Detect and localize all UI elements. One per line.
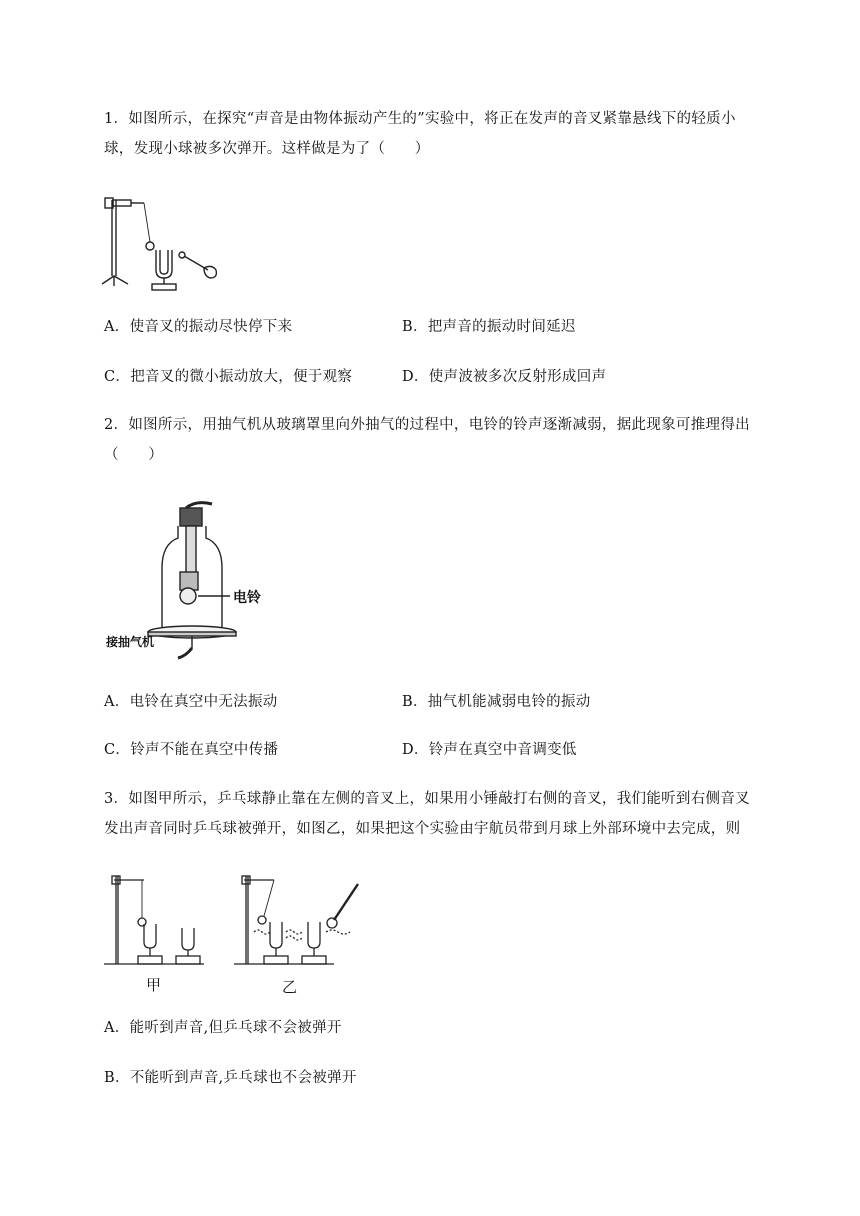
- tuning-fork-pendulum-figure: [100, 190, 230, 295]
- question-1-option-d[interactable]: D．使声波被多次反射形成回声: [402, 369, 607, 385]
- question-3-option-b[interactable]: B．不能听到声音,乒乓球也不会被弹开: [104, 1070, 357, 1086]
- question-3-option-a[interactable]: A．能听到声音,但乒乓球不会被弹开: [104, 1020, 342, 1036]
- question-2-option-d[interactable]: D．铃声在真空中音调变低: [402, 742, 577, 758]
- question-2-option-a[interactable]: A．电铃在真空中无法振动: [104, 694, 278, 710]
- figure-yi-label: 乙: [282, 978, 298, 996]
- question-3-stem: 3．如图甲所示，乒乓球静止靠在左侧的音叉上，如果用小锤敲打右侧的音叉，我们能听到右侧音叉发出声音同时乒乓球被弹开，如图乙，如果把这个实验由宇航员带到月球上外部环境中去完成，则: [104, 791, 750, 837]
- pump-label: 接抽气机: [106, 635, 155, 649]
- bell-jar-figure: [100, 498, 275, 660]
- question-1-option-b[interactable]: B．把声音的振动时间延迟: [402, 319, 576, 335]
- tuning-forks-figure: [100, 866, 370, 998]
- question-1-option-a[interactable]: A．使音叉的振动尽快停下来: [104, 319, 293, 335]
- question-1-option-c[interactable]: C．把音叉的微小振动放大，便于观察: [104, 369, 353, 385]
- figure-jia-label: 甲: [146, 976, 162, 994]
- question-2-option-b[interactable]: B．抽气机能减弱电铃的振动: [402, 694, 591, 710]
- question-1-stem: 1．如图所示，在探究“声音是由物体振动产生的”实验中，将正在发声的音叉紧靠悬线下的轻质小球，发现小球被多次弹开。这样做是为了（ ）: [104, 111, 736, 157]
- question-2-option-c[interactable]: C．铃声不能在真空中传播: [104, 742, 279, 758]
- bell-label: 电铃: [233, 590, 261, 606]
- question-2-stem: 2．如图所示，用抽气机从玻璃罩里向外抽气的过程中，电铃的铃声逐渐减弱，据此现象可推理得出（ ）: [104, 417, 750, 463]
